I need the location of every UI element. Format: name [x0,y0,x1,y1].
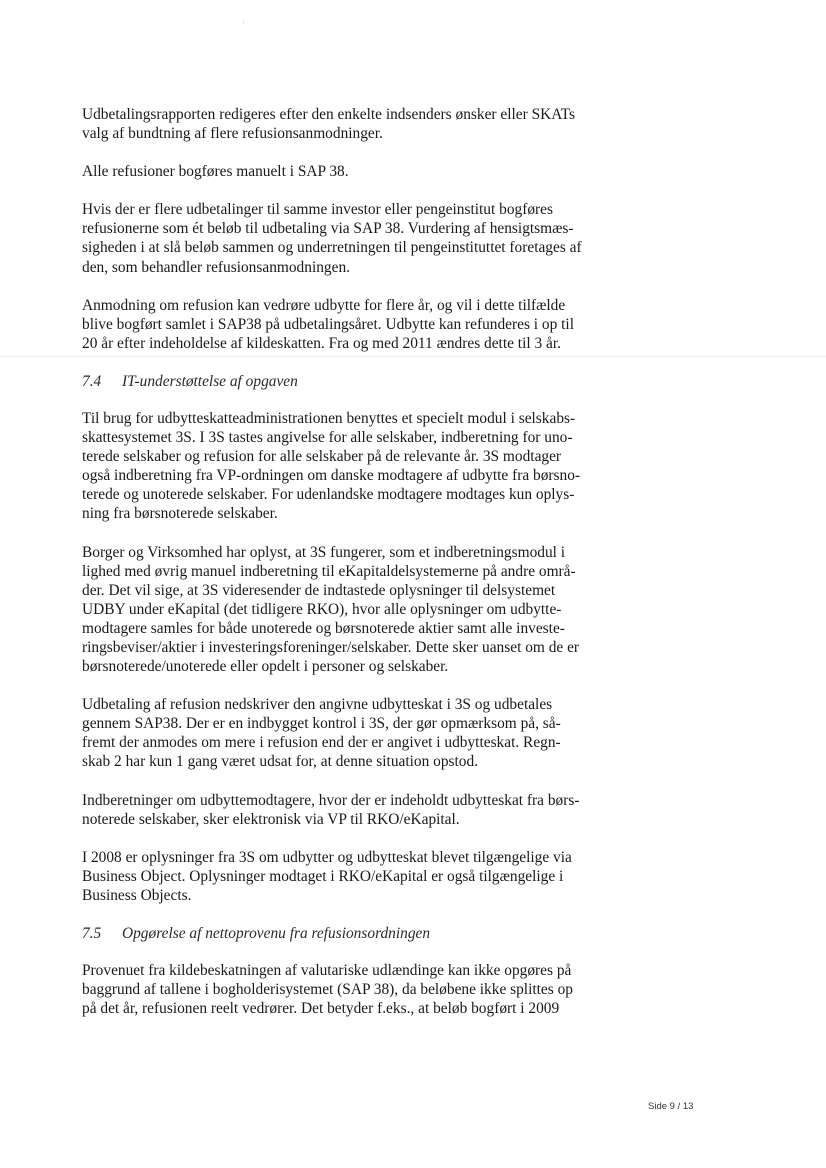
text-line: Borger og Virksomhed har oplyst, at 3S fungerer, som et indberetningsmodul i [82,543,566,561]
text-line: gennem SAP38. Der er en indbygget kontrol i 3S, der gør opmærksom på, så- [82,715,561,733]
text-line: valg af bundtning af flere refusionsanmodninger. [82,125,383,143]
paragraph [82,695,642,771]
text-line: Anmodning om refusion kan vedrøre udbytte for flere år, og vil i dette tilfælde [82,296,566,314]
text-line: skab 2 har kun 1 gang været udsat for, at denne situation opstod. [82,753,479,771]
text-line: Business Object. Oplysninger modtaget i RKO/eKapital er også tilgængelige i [82,867,564,885]
text-line: noterede selskaber, sker elektronisk via VP til RKO/eKapital. [82,810,460,828]
section-heading-7-4 [82,372,642,391]
text-line: modtagere samles for både unoterede og børsnoterede aktier samt alle investe- [82,619,565,637]
text-line: ringsbeviser/aktier i investeringsforeninger/selskaber. Dette sker uanset om de er [82,638,580,656]
text-line: der. Det vil sige, at 3S videresender de indtastede oplysninger til delsystemet [82,581,556,599]
text-line: fremt der anmodes om mere i refusion end der er angivet i udbytteskat. Regn- [82,734,561,752]
paragraph [82,409,642,524]
text-line: ning fra børsnoterede selskaber. [82,505,278,523]
text-line: UDBY under eKapital (det tidligere RKO), hvor alle oplysninger om udbytte- [82,600,562,618]
paragraph [82,200,642,276]
paragraph-group-7-4 [82,409,642,905]
paragraph [82,162,642,181]
scan-artifact [243,20,244,24]
section-number: 7.4 [82,372,102,390]
text-line: lighed med øvrig manuel indberetning til eKapitaldelsystemerne på andre områ- [82,562,576,580]
text-line: 20 år efter indeholdelse af kildeskatten. Fra og med 2011 ændres dette til 3 år. [82,334,561,352]
text-line: Til brug for udbytteskatteadministrationen benyttes et specielt modul i selskabs- [82,409,576,427]
text-line: børsnoterede/unoterede eller opdelt i personer og selskaber. [82,658,449,676]
text-line: terede og unoterede selskaber. For udenlandske modtagere modtages kun oplys- [82,486,575,504]
paragraph [82,543,642,677]
text-line: Udbetaling af refusion nedskriver den angivne udbytteskat i 3S og udbetales [82,696,553,714]
paragraph-group-7-5 [82,961,642,1018]
text-line: også indberetning fra VP-ordningen om danske modtagere af udbytte fra børsno- [82,467,581,485]
text-line: på det år, refusionen reelt vedrører. Det betyder f.eks., at beløb bogført i 2009 [82,1000,560,1018]
paragraph [82,105,642,143]
section-title: IT-understøttelse af opgaven [122,372,298,390]
section-number: 7.5 [82,925,102,942]
text-line: den, som behandler refusionsanmodningen. [82,258,350,276]
text-line: Alle refusioner bogføres manuelt i SAP 38. [82,163,349,181]
paragraph [82,848,642,905]
page-number: Side 9 / 13 [648,1101,694,1112]
section-title: Opgørelse af nettoprovenu fra refusionsordningen [122,925,431,942]
text-line: Udbetalingsrapporten redigeres efter den enkelte indsenders ønsker eller SKATs [82,106,575,123]
text-line: baggrund af tallene i bogholderisystemet (SAP 38), da beløbene ikke splittes op [82,981,573,999]
text-line: I 2008 er oplysninger fra 3S om udbytter og udbytteskat blevet tilgængelige via [82,848,572,866]
page-body [82,105,642,1037]
section-heading-7-5 [82,924,642,943]
paragraph [82,791,642,829]
text-line: blive bogført samlet i SAP38 på udbetalingsåret. Udbytte kan refunderes i op til [82,315,574,333]
text-line: Hvis der er flere udbetalinger til samme investor eller pengeinstitut bogføres [82,201,553,219]
paragraph-group-intro [82,105,642,353]
text-line: Indberetninger om udbyttemodtagere, hvor der er indeholdt udbytteskat fra børs- [82,791,580,809]
text-line: Business Objects. [82,886,192,904]
text-line: terede selskaber og refusion for alle selskaber på de relevante år. 3S modtager [82,448,562,466]
text-line: refusionerne som ét beløb til udbetaling via SAP 38. Vurdering af hensigtsmæs- [82,220,574,238]
text-line: skattesystemet 3S. I 3S tastes angivelse for alle selskaber, indberetning for uno- [82,429,573,447]
text-line: Provenuet fra kildebeskatningen af valutariske udlændinge kan ikke opgøres på [82,962,572,979]
paragraph [82,961,642,1018]
text-line: sigheden i at slå beløb sammen og underretningen til pengeinstituttet foretages af [82,239,582,257]
paragraph [82,296,642,353]
